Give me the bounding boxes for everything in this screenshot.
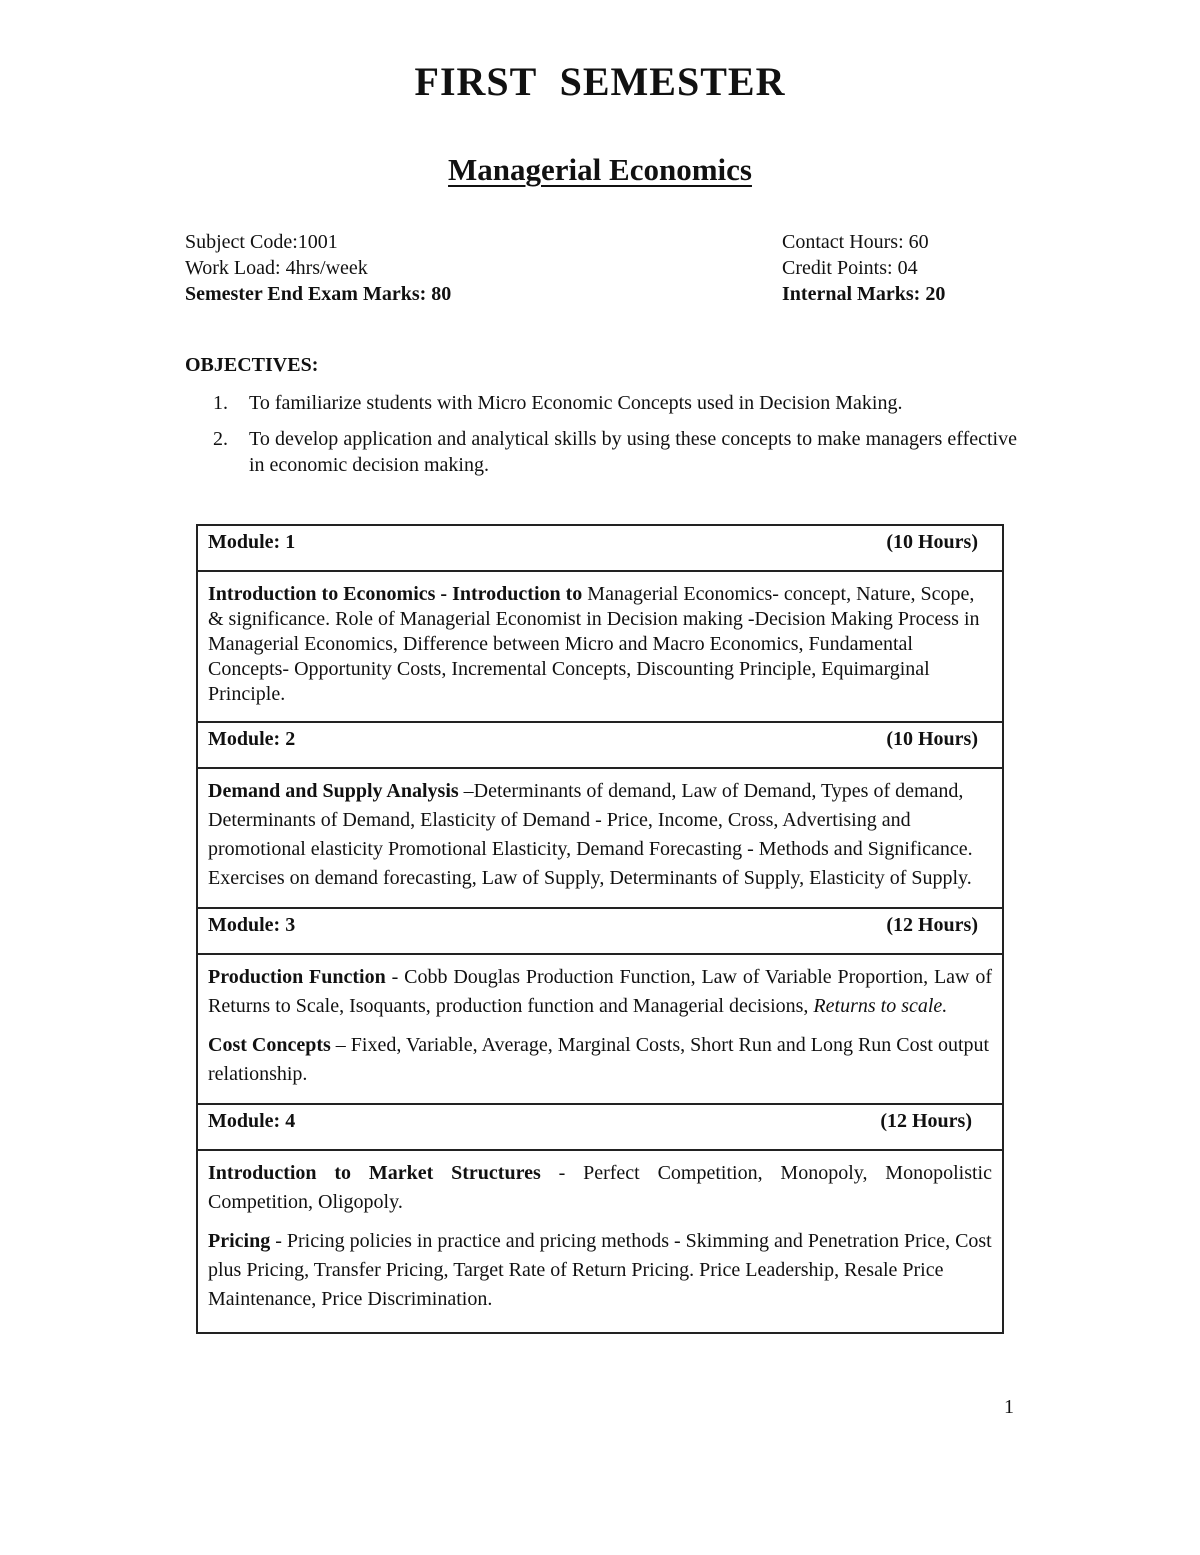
meta-row (185, 281, 985, 307)
topic-heading: Cost Concepts (208, 1034, 331, 1056)
page-number: 1 (1004, 1396, 1014, 1418)
objective-text: To familiarize students with Micro Economic Concepts used in Decision Making. (249, 392, 903, 414)
module-paragraph (208, 1031, 992, 1089)
module-hours: (10 Hours) (886, 728, 978, 750)
module-paragraph (208, 777, 992, 893)
topic-heading: Introduction to Market Structures (208, 1162, 541, 1184)
module-hours: (12 Hours) (880, 1110, 972, 1132)
module-header-row (197, 722, 1003, 768)
topic-text: –Determinants of demand, Law of Demand, Types of demand, Determinants of Demand, Elasticity of Demand - Price, Income, Cross, Advertising and promotional elasticity Promotional Elasticity, Demand Forecasting - Methods and Significance. Exercises on demand forecasting, Law of Supply, Determinants of Supply, Elasticity of Supply. (208, 780, 973, 889)
module-label: Module: 1 (208, 531, 296, 553)
internal-marks: Internal Marks: 20 (782, 283, 946, 305)
module-header-row (197, 908, 1003, 954)
topic-text: Managerial Economics- concept, Nature, Scope, & significance. Role of Managerial Economist in Decision making -Decision Making Process in Managerial Economics, Difference between Micro and Macro Economics, Fundamental Concepts- Opportunity Costs, Incremental Concepts, Discounting Principle, Equimarginal Principle. (208, 583, 980, 705)
module-content-row (197, 768, 1003, 908)
module-label: Module: 4 (208, 1110, 296, 1132)
objective-item (185, 426, 1017, 478)
meta-row (185, 229, 985, 255)
modules-table (196, 524, 1004, 1334)
course-meta (185, 229, 985, 307)
subject-title (0, 152, 1200, 188)
module-label: Module: 3 (208, 914, 296, 936)
contact-hours: Contact Hours: 60 (782, 231, 929, 253)
page-title: FIRST SEMESTER (414, 59, 786, 104)
topic-text: - Perfect Competition, Monopoly, Monopolistic Competition, Oligopoly. (208, 1162, 992, 1213)
module-content-row (197, 1150, 1003, 1333)
credit-points: Credit Points: 04 (782, 257, 918, 279)
topic-heading: Introduction to Economics - Introduction to (208, 583, 583, 605)
work-load: Work Load: 4hrs/week (185, 257, 368, 279)
objective-text: To develop application and analytical skills by using these concepts to make managers effective in economic decision making. (249, 428, 1017, 476)
module-paragraph (208, 1227, 992, 1314)
meta-row (185, 255, 985, 281)
subject-code: Subject Code:1001 (185, 231, 338, 253)
module-content-row (197, 571, 1003, 722)
module-label: Module: 2 (208, 728, 296, 750)
topic-italic-text: Returns to scale. (813, 995, 948, 1017)
topic-text: – Fixed, Variable, Average, Marginal Costs, Short Run and Long Run Cost output relationship. (208, 1034, 990, 1085)
module-hours: (10 Hours) (886, 531, 978, 553)
objective-item (185, 390, 1017, 416)
module-hours: (12 Hours) (886, 914, 978, 936)
module-paragraph (208, 963, 992, 1021)
module-paragraph (208, 582, 992, 707)
objective-number: 1. (213, 392, 228, 414)
topic-heading: Production Function (208, 966, 386, 988)
subject-title-text: Managerial Economics (448, 152, 752, 187)
module-header-row (197, 1104, 1003, 1150)
module-header-row (197, 525, 1003, 571)
topic-text: - Cobb Douglas Production Function, Law of Variable Proportion, Law of Returns to Scale, Isoquants, production function and Managerial decisions, (208, 966, 992, 1017)
module-paragraph (208, 1159, 992, 1217)
topic-heading: Demand and Supply Analysis (208, 780, 459, 802)
objective-number: 2. (213, 428, 228, 450)
objectives-heading: OBJECTIVES: (185, 354, 319, 376)
topic-text: - Pricing policies in practice and pricing methods - Skimming and Penetration Price, Cost plus Pricing, Transfer Pricing, Target Rate of Return Pricing. Price Leadership, Resale Price Maintenance, Price Discrimination. (208, 1230, 992, 1310)
exam-marks: Semester End Exam Marks: 80 (185, 283, 452, 305)
objectives-list (185, 390, 1017, 488)
module-content-row (197, 954, 1003, 1104)
topic-heading: Pricing (208, 1230, 271, 1252)
